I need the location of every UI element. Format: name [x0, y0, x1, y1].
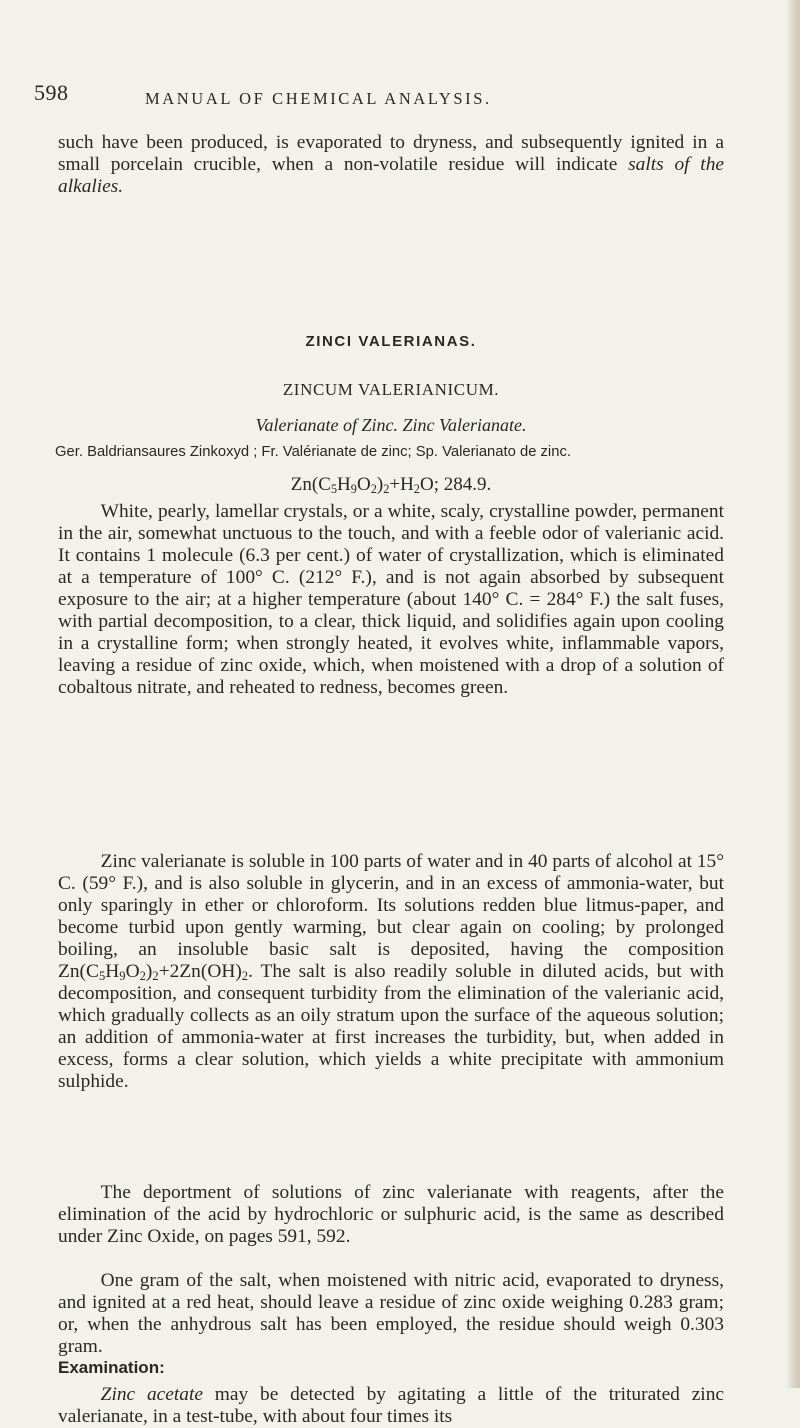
running-head: MANUAL OF CHEMICAL ANALYSIS. — [145, 89, 492, 108]
page-number: 598 — [34, 80, 69, 105]
section-latin-name: ZINCUM VALERIANICUM. — [282, 380, 500, 399]
solubility-paragraph: Zinc valerianate is soluble in 100 parts of water and in 40 parts of alcohol at 15° C. (59° F.), and is also soluble in glycerin, and in an excess of ammonia-water, but only sparingly in ether or chloroform. Its solutions redden blue litmus-paper, and become turbid upon gently warming, but clear again on cooling; by prolonged boiling, an insoluble basic salt is deposited, having the composition $Zn(C_5H_9O_2)_2+2Zn(OH)_2$. The salt is also readily soluble in diluted acids, but with decomposition, and consequent turbidity from the elimination of the valerianic acid, which gradually collects as an oily stratum upon the surface of the aqueous solution; an addition of ammonia-water at first increases the turbidity, but, when added in excess, forms a clear solution, which yields a white precipitate with ammonium sulphide. — [58, 851, 724, 1092]
section-subtitle: Valerianate of Zinc. Zinc Valerianate. — [255, 415, 527, 435]
page-edge-shadow — [786, 0, 800, 1388]
section-title: ZINCI VALERIANAS. — [305, 333, 477, 350]
deportment-paragraph: The deportment of solutions of zinc valerianate with reagents, after the elimination of the acid by hydrochloric or sulphuric acid, is the same as described under Zinc Oxide, on pages 591, 592. — [58, 1182, 724, 1247]
examination-paragraph: Zinc acetate may be detected by agitating a little of the triturated zinc valerianate, in a test-tube, with about four times its — [58, 1384, 724, 1427]
page-body — [55, 132, 724, 1427]
examination-heading: Examination: — [58, 1358, 165, 1377]
description-paragraph: White, pearly, lamellar crystals, or a white, scaly, crystalline powder, permanent in the air, somewhat unctuous to the touch, and with a feeble odor of valerianic acid. It contains 1 molecule (6.3 per cent.) of water of crystallization, which is eliminated at a temperature of 100° C. (212° F.), and is not again absorbed by subsequent exposure to the air; at a higher temperature (about 140° C. = 284° F.) the salt fuses, with partial decomposition, to a clear, thick liquid, and solidifies again upon cooling in a crystalline form; when strongly heated, it evolves white, inflammable vapors, leaving a residue of zinc oxide, which, when moistened with a drop of a solution of cobaltous nitrate, and reheated to redness, becomes green. — [58, 501, 724, 698]
assay-paragraph: One gram of the salt, when moistened with nitric acid, evaporated to dryness, and ignited at a red heat, should leave a residue of zinc oxide weighing 0.283 gram; or, when the anhydrous salt has been employed, the residue should weigh 0.303 gram. — [58, 1270, 724, 1357]
intro-paragraph: such have been produced, is evaporated to dryness, and subsequently ignited in a small porcelain crucible, when a non-volatile residue will indicate salts of the alkalies. — [58, 132, 724, 197]
formula-line: $Zn(C_5H_9O_2)_2+H_2O$; 284.9. — [290, 474, 492, 497]
synonyms-line: Ger. Baldriansaures Zinkoxyd ; Fr. Valérianate de zinc; Sp. Valerianato de zinc. — [55, 444, 571, 460]
